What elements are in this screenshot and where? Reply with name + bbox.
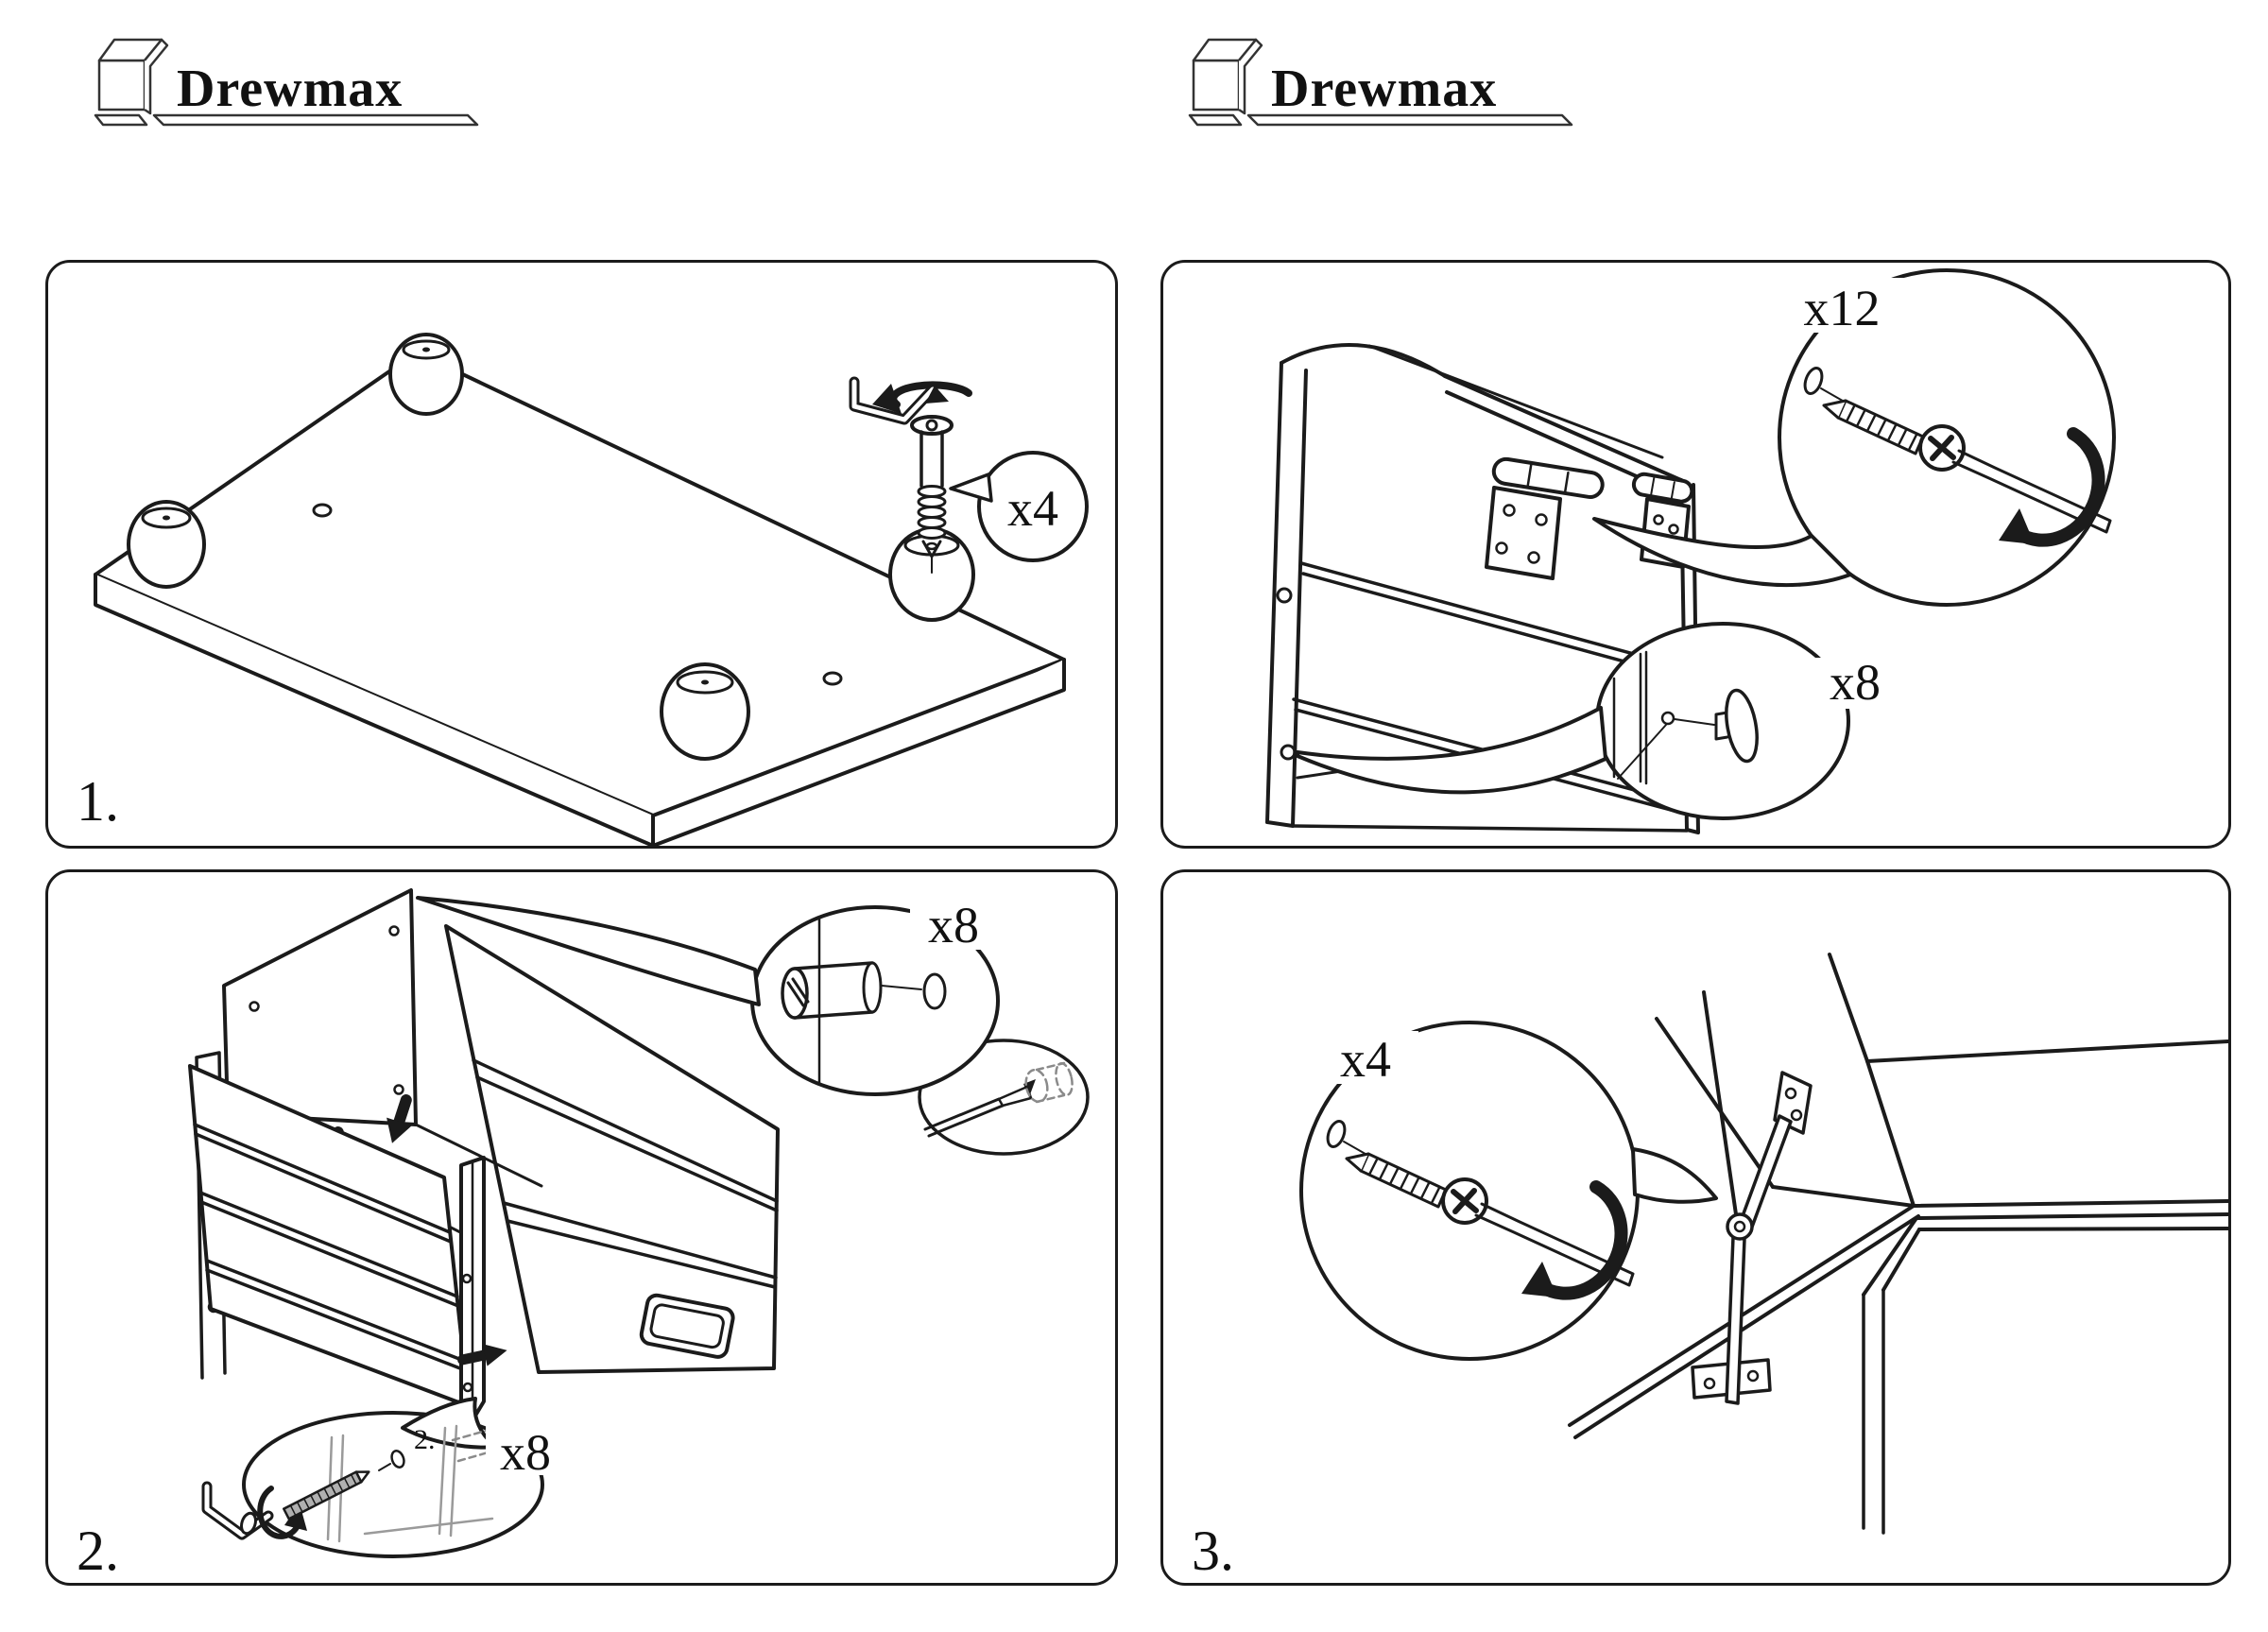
box-assembly-illustration: [48, 872, 1115, 1583]
inset-step-note: 2.: [414, 1424, 436, 1455]
corner-post: [461, 1158, 484, 1420]
ball-foot: [662, 664, 748, 759]
quantity-label: x8: [500, 1424, 551, 1481]
step-number: 3.: [1192, 1520, 1234, 1582]
pointer-swoosh: [1633, 1149, 1716, 1202]
brand-name: Drewmax: [1271, 60, 1498, 118]
washer-cap: [239, 1511, 258, 1535]
step-number: 1.: [77, 770, 119, 833]
quantity-label: x8: [928, 897, 979, 953]
step-number: 2.: [77, 1520, 119, 1582]
brand-logo: [1184, 26, 1590, 135]
quantity-label: x12: [1803, 280, 1881, 336]
quantity-label: x4: [1340, 1031, 1391, 1088]
instruction-step-panel-hinges: [1160, 260, 2231, 849]
quantity-label: x4: [1007, 480, 1058, 537]
ball-foot: [890, 529, 973, 620]
open-lid-and-box-corner: [1570, 954, 2228, 1533]
quantity-label: x8: [1830, 654, 1881, 711]
brand-name: Drewmax: [177, 60, 404, 118]
ball-foot: [390, 335, 462, 414]
lid-stay-bracket: [1692, 1073, 1811, 1403]
lid-stay-illustration: [1163, 872, 2228, 1583]
ball-foot: [129, 502, 204, 587]
butt-hinge: [1486, 457, 1605, 578]
back-panel: [224, 890, 416, 1125]
bolt-detail-bubble: [207, 1399, 542, 1556]
hinge-mounting-illustration: [1163, 263, 2228, 846]
magnifier-detail-bubble: [1597, 624, 1848, 818]
board-with-ball-feet-illustration: [48, 263, 1115, 846]
instruction-step-panel-1: [45, 260, 1118, 849]
instruction-step-panel-2: [45, 869, 1118, 1586]
brand-logo: [90, 26, 496, 135]
instruction-step-panel-3: [1160, 869, 2231, 1586]
